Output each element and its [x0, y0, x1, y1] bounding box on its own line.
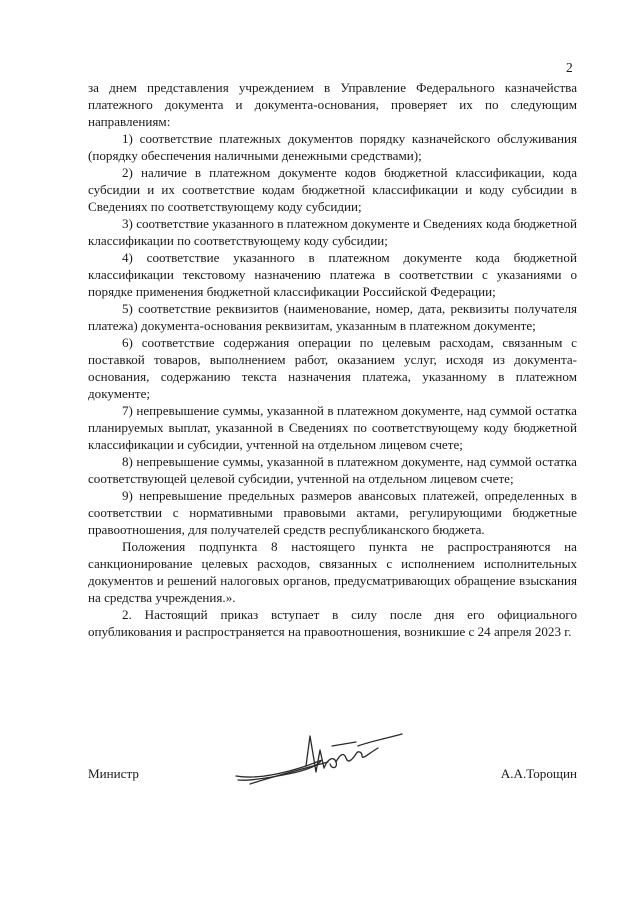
paragraph-item-1: 1) соответствие платежных документов порядку казначейского обслуживания (порядку обеспечения наличными денежными средствами);	[88, 131, 577, 163]
signatory-title: Министр	[88, 766, 139, 781]
page-number: 2	[566, 60, 573, 75]
paragraph-item-8: 8) непревышение суммы, указанной в платежном документе, над суммой остатка соответствующей целевой субсидии, учтенной на отдельном лицевом счете;	[88, 454, 577, 486]
paragraph-item-2: 2) наличие в платежном документе кодов бюджетной классификации, кода субсидии и их соответствие кодам бюджетной классификации и коду субсидии в Сведениях по соответствующему коду субсидии;	[88, 165, 577, 214]
paragraph-item-9: 9) непревышение предельных размеров авансовых платежей, определенных в соответствии с нормативными правовыми актами, регулирующими бюджетные правоотношения, для получателей средств республиканского бюджета.	[88, 488, 577, 537]
paragraph-effective-date: 2. Настоящий приказ вступает в силу после дня его официального опубликования и распространяется на правоотношения, возникшие с 24 апреля 2023 г.	[88, 607, 577, 639]
paragraph-item-7: 7) непревышение суммы, указанной в платежном документе, над суммой остатка планируемых выплат, указанной в Сведениях по соответствующему коду бюджетной классификации и субсидии, учтенной на отдельном лицевом счете;	[88, 403, 577, 452]
paragraph-item-5: 5) соответствие реквизитов (наименование, номер, дата, реквизиты получателя платежа) документа-основания реквизитам, указанным в платежном документе;	[88, 301, 577, 333]
document-body	[88, 79, 577, 640]
paragraph-intro: за днем представления учреждением в Управление Федерального казначейства платежного документа и документа-основания, проверяет их по следующим направлениям:	[88, 80, 577, 129]
paragraph-item-3: 3) соответствие указанного в платежном документе и Сведениях кода бюджетной классификации по соответствующему коду субсидии;	[88, 216, 577, 248]
paragraph-exception: Положения подпункта 8 настоящего пункта не распространяются на санкционирование целевых расходов, связанных с исполнением исполнительных документов и решений налоговых органов, предусматривающих обращение взыскания на средства учреждения.».	[88, 539, 577, 605]
signature-block	[88, 760, 577, 790]
signatory-name: А.А.Торощин	[500, 766, 577, 781]
paragraph-item-4: 4) соответствие указанного в платежном документе кода бюджетной классификации текстовому назначению платежа в соответствии с указаниями о порядке применения бюджетной классификации Российской Федерации;	[88, 250, 577, 299]
paragraph-item-6: 6) соответствие содержания операции по целевым расходам, связанным с поставкой товаров, выполнением работ, оказанием услуг, исходя из документа-основания, содержанию текста назначения платежа, указанному в платежном документе;	[88, 335, 577, 401]
